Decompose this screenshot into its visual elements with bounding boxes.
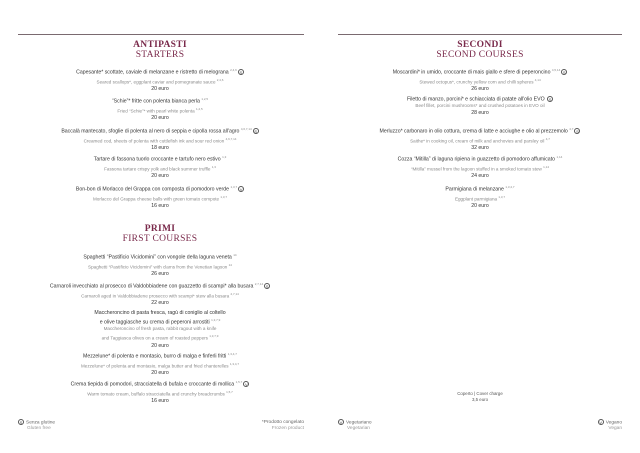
dish-item <box>320 154 640 180</box>
allergen-note: 4,6,7,14 <box>225 136 237 141</box>
legend-sublabel: Frozen product <box>271 425 304 431</box>
dish-item <box>320 126 640 152</box>
dish-price: 26 euro <box>151 271 169 278</box>
dish-name: Cozza “Mitilla” di laguna ripiena in guazzetto di pomodoro affumicato <box>397 156 556 163</box>
dish-name: Parmigiana di melanzane <box>445 186 504 193</box>
antipasti-title: ANTIPASTI <box>133 40 187 50</box>
vegan-legend <box>598 419 622 431</box>
dish-item <box>0 67 320 93</box>
cover-price: 3,5 euro <box>471 396 489 402</box>
primi-title: PRIMI <box>144 224 176 234</box>
dish-description: Morlacco del Grappa cheese balls with green tomato compote <box>92 196 220 202</box>
vegetarian-icon: V <box>239 187 243 193</box>
allergen-note: 4,5,14 <box>551 68 561 72</box>
legend-sublabel: Vegan <box>608 425 622 431</box>
frozen-legend <box>262 420 304 431</box>
legend-label: Vegetariano <box>346 420 372 426</box>
dish-description: Warm tomato cream, buffalo stracciatella and crunchy breadcrumbs <box>87 391 225 397</box>
dish-price: 20 euro <box>151 342 169 349</box>
allergen-note: 1,14 <box>543 164 550 169</box>
dish-price: 20 euro <box>151 86 169 93</box>
legend-label: Vegano <box>605 420 622 426</box>
dish-description: “Mitilla” mussel from the lagoon stuffed in a smoked tomato stew <box>410 166 542 172</box>
dish-description: Fried “Schie”* with pearl white polenta <box>117 108 195 114</box>
vegetarian-legend <box>338 419 372 431</box>
dish-description: Spaghetti “Pastificio Vicidomini” with clams from the Venetian lagoon <box>88 264 228 270</box>
allergen-note: 1,3,7 <box>230 185 238 189</box>
dish-price: 20 euro <box>151 115 169 122</box>
allergen-note: 2,7,14 <box>254 282 264 286</box>
vegetarian-icon: V <box>244 382 248 388</box>
dish-name: Bon-bon di Morlacco del Grappa con composta di pomodoro verde <box>75 186 229 193</box>
allergen-note: 14 <box>233 253 237 257</box>
dish-name: Merluzzo* carbonaro in olio cottura, crema di latte e acciughe e olio al prezzemolo <box>379 128 568 135</box>
gluten-free-icon: S <box>548 97 552 102</box>
right-page <box>320 0 640 453</box>
secondi-subtitle: SECOND COURSES <box>436 50 524 60</box>
allergen-note: 1,5,7 <box>226 389 233 394</box>
top-divider <box>18 34 304 35</box>
dish-name: Crema tiepida di pomodori, stracciatella di bufala e croccante di mollica <box>70 381 235 388</box>
allergen-note: 1,14 <box>556 155 563 159</box>
dish-name: Capesante* scottate, caviale di melanzane e ristretto di melograna <box>76 69 229 76</box>
cover-label: Coperto | Cover charge <box>457 391 503 396</box>
vegetarian-icon: V <box>339 420 343 425</box>
dish-price: 20 euro <box>151 173 169 180</box>
secondi-heading <box>320 40 640 60</box>
allergen-note: 2,7,14 <box>230 291 239 296</box>
dish-price: 16 euro <box>151 398 169 405</box>
legend-sublabel: Gluten free <box>27 425 51 431</box>
allergen-note: 4,6,7,14 <box>240 127 252 131</box>
gluten-free-icon: S <box>562 70 566 76</box>
dish-description: Maccheroncino of fresh pasta, rabbit ragout with a knife <box>103 326 217 332</box>
cover-charge <box>320 391 640 402</box>
allergen-note: 4,7 <box>569 127 574 131</box>
dish-name: Maccheroncino di pasta fresca, ragù di coniglio al coltello <box>94 310 226 316</box>
legend-label: Senza glutine <box>26 420 56 426</box>
allergen-note: 2,4,6 <box>216 77 224 82</box>
dish-price: 32 euro <box>471 145 489 152</box>
dish-price: 20 euro <box>471 203 489 210</box>
dish-description: Carnaroli aged in Valdobbiadene prosecco with scampi* stew alla busara <box>81 293 230 299</box>
allergen-note: 4,14 <box>534 77 541 82</box>
primi-subtitle: FIRST COURSES <box>122 234 198 244</box>
dish-item <box>320 67 640 93</box>
dish-name: Spaghetti “Pastificio Vicidomini” con vongole della laguna veneta <box>83 254 232 261</box>
dish-item <box>0 154 320 180</box>
dish-description: Stewed octopus*, crunchy yellow corn and chilli spheres <box>419 79 534 85</box>
dish-name: Filetto di manzo, porcini* e schiacciata di patate all'olio EVO <box>406 96 545 103</box>
legend-label: *Prodotto congelato <box>261 420 304 425</box>
dish-name: “Schie”* fritte con polenta bianca perla <box>111 98 200 105</box>
dish-description: Seared scallops*, eggplant caviar and pomegranate sauce <box>96 79 216 85</box>
antipasti-heading <box>0 40 320 60</box>
legend-sublabel: Vegetarian <box>347 425 370 431</box>
antipasti-subtitle: STARTERS <box>135 50 185 60</box>
dish-item <box>0 184 320 210</box>
dish-price: 20 euro <box>151 370 169 377</box>
allergen-note: 1,3,4,7 <box>229 361 240 366</box>
dish-name: e olive taggiasche su crema di peperoni arrostiti <box>99 319 210 326</box>
dish-price: 16 euro <box>151 203 169 210</box>
gluten-free-icon: S <box>239 70 243 76</box>
allergen-note: 14 <box>228 262 232 267</box>
dish-name: Mezzelune* di polenta e montasio, burro di malga e finferli fritti <box>83 353 227 360</box>
dish-item <box>320 184 640 210</box>
dish-description: Beef fillet, porcini mushrooms* and crushed potatoes in EVO oil <box>415 103 545 109</box>
dish-name: Carnaroli invecchiato al prosecco di Valdobbiadene con guazzetto di scampi* alla busara <box>49 283 254 290</box>
dish-price: 18 euro <box>151 145 169 152</box>
dish-item <box>0 252 320 278</box>
dish-item <box>0 379 320 405</box>
dish-name: Baccalà mantecato, sfoglie di polenta al nero di seppia e cipolla rossa all'agro <box>61 128 240 135</box>
gluten-free-icon: S <box>265 284 269 290</box>
allergen-note: 1,2,5 <box>201 97 209 101</box>
dish-item <box>0 351 320 377</box>
allergen-note: 1,3,7 <box>498 194 506 199</box>
allergen-note: 1,3,4,7 <box>505 185 515 189</box>
allergen-note: 4,7 <box>545 136 550 141</box>
allergen-note: 1,3,4,7 <box>227 352 237 356</box>
allergen-note: 1,5,7 <box>235 380 243 384</box>
dish-description: Mezzelune* of polenta and montasio, malga butter and fried chanterelles <box>80 363 229 369</box>
top-divider <box>338 34 622 35</box>
dish-price: 24 euro <box>471 173 489 180</box>
dish-description: and Taggiasca olives on a cream of roasted peppers <box>101 335 208 341</box>
dish-description: Saithe* in cooking oil, cream of milk and anchovies and parsley oil <box>410 138 545 144</box>
dish-description: Eggplant parmigiana <box>454 196 498 202</box>
dish-name: Tartare di fassona tuorlo croccante e tartufo nero estivo <box>93 156 221 163</box>
allergen-note: 1,3,7,9 <box>209 334 219 339</box>
allergen-note: 1,3 <box>222 155 227 159</box>
gluten-free-legend <box>18 419 55 431</box>
allergen-note: 1,2,5 <box>195 106 203 111</box>
allergen-note: 2,4,6 <box>230 68 237 72</box>
dish-item <box>320 96 640 117</box>
primi-heading <box>0 224 320 244</box>
dish-price: 26 euro <box>471 86 489 93</box>
dish-price: 28 euro <box>471 110 489 117</box>
allergen-note: 1,3,7 <box>220 194 228 199</box>
allergen-note: 1,3,7,9 <box>211 317 221 322</box>
dish-name: Moscardini* in umido, croccante di mais giallo e sfere di peperoncino <box>392 69 551 76</box>
dish-price: 22 euro <box>151 300 169 307</box>
dish-item <box>0 281 320 307</box>
dish-item <box>0 96 320 122</box>
gluten-free-icon: S <box>576 129 579 135</box>
secondi-title: SECONDI <box>457 40 503 50</box>
gluten-free-icon: S <box>19 420 23 425</box>
dish-item <box>0 310 320 350</box>
gluten-free-icon: S <box>254 129 257 135</box>
vegan-icon: V <box>599 420 603 425</box>
dish-item <box>0 126 320 152</box>
allergen-note: 1,3 <box>211 164 216 169</box>
dish-description: Fassona tartare crispy yolk and black summer truffle <box>104 166 211 172</box>
dish-description: Creamed cod, sheets of polenta with cuttlefish ink and sour red onion <box>83 138 225 144</box>
